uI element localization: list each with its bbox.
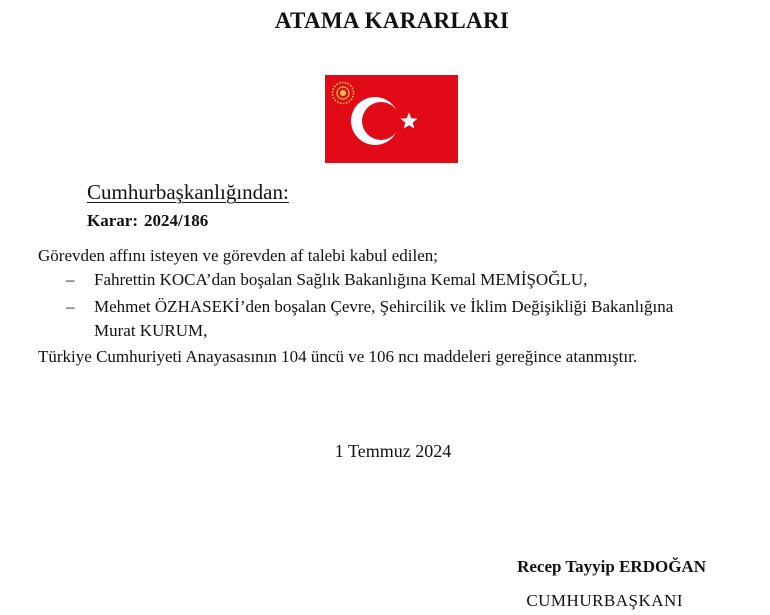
list-item-text: Mehmet ÖZHASEKİ’den boşalan Çevre, Şehircilik ve İklim Değişikliği Bakanlığına [94, 297, 674, 316]
list-item [66, 270, 587, 290]
decree-origin: Cumhurbaşkanlığından: [87, 180, 289, 204]
page-title: ATAMA KARARLARI [274, 8, 510, 33]
decree-date: 1 Temmuz 2024 [334, 441, 452, 461]
list-item-text: Fahrettin KOCA’dan boşalan Sağlık Bakanlığına Kemal MEMİŞOĞLU, [94, 270, 588, 289]
list-item-continuation: Murat KURUM, [94, 321, 208, 340]
signer-title: CUMHURBAŞKANI [526, 591, 683, 610]
decision-number-label: Karar: [87, 211, 138, 230]
list-dash: – [66, 270, 75, 289]
signer-name: Recep Tayyip ERDOĞAN [517, 557, 706, 576]
decision-number [87, 211, 208, 231]
list-dash: – [66, 297, 75, 316]
decree-intro: Görevden affını isteyen ve görevden af talebi kabul edilen; [38, 246, 438, 265]
decree-closing: Türkiye Cumhuriyeti Anayasasının 104 üncü ve 106 ncı maddeleri gereğince atanmıştır. [38, 347, 638, 366]
list-item [66, 297, 673, 317]
decision-number-value: 2024/186 [143, 211, 209, 230]
turkish-flag-icon [325, 75, 458, 163]
